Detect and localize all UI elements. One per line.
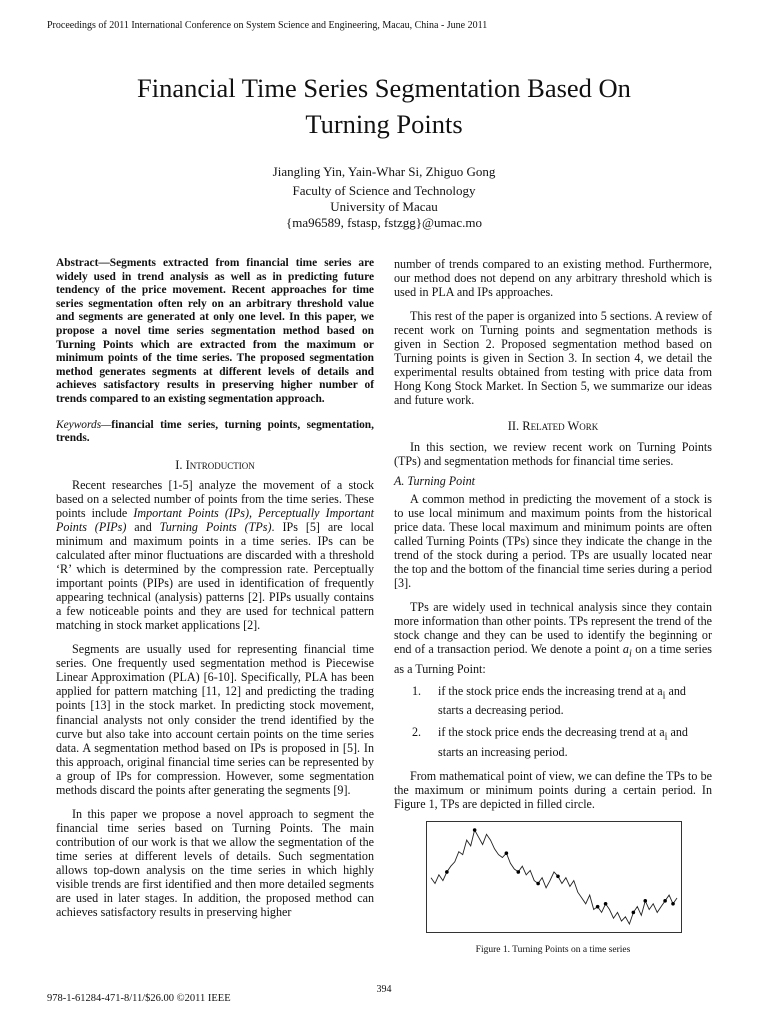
tp-p2-text-b: on a time series as a Turning Point: (394, 642, 712, 676)
intro-paragraph-1 (56, 478, 374, 633)
list1-text-b: and starts a decreasing period. (438, 683, 686, 718)
list-item-1-number: 1. (412, 683, 422, 698)
list2-subscript: i (664, 731, 668, 743)
right-column (394, 257, 712, 957)
author-block (0, 164, 768, 231)
title-line-2: Turning Points (305, 109, 463, 139)
list-item-1 (394, 684, 712, 718)
turning-point-paragraph-1: A common method in predicting the movement of a stock is to use local minimum and maximum points from the historical price data. These local maximum and minimum points are often called Turning Points (TPs) since they indicate the change in the trend of the stock during a period. TPs are usually located near the top and the bottom of the financial time series during a period [3]. (394, 491, 712, 590)
turning-point-marker (604, 902, 608, 906)
right-paragraph-2: This rest of the paper is organized into 5 sections. A review of recent work on Turning points and segmentation methods is given in Section 2. Proposed segmentation method based on Turning points is given in Section 3. In section 4, we detail the experimental results obtained from testing with price data from Hong Kong Stock Market. In Section 5, we summarize our ideas and future work. (394, 309, 712, 408)
tp-p2-subscript: i (628, 648, 632, 660)
list-item-2-text (438, 725, 712, 759)
keywords (56, 419, 374, 446)
figure-1-chart (426, 821, 682, 933)
tp-p2-text-a: TPs are widely used in technical analysis since they contain more information than other points. TPs represent the trend of the stock change and they can be used to identify the beginning or end of a transaction period. We denote a point (394, 599, 712, 657)
turning-point-marker (596, 905, 600, 909)
section-introduction-heading: I. Introduction (175, 457, 255, 472)
author-names: Jiangling Yin, Yain-Whar Si, Zhiguo Gong (272, 164, 496, 179)
left-column (56, 257, 374, 919)
turning-point-marker (473, 828, 477, 832)
list-item-2 (394, 725, 712, 759)
section-related-work-heading: II. Related Work (507, 419, 599, 434)
page-number: 394 (376, 984, 392, 995)
paper-title (60, 70, 708, 142)
proceedings-header: Proceedings of 2011 International Conference on System Science and Engineering, Macau, China - June 2011 (47, 20, 488, 31)
keywords-text: financial time series, turning points, segmentation, trends. (56, 418, 374, 445)
intro-p1-text-b: and (126, 519, 160, 534)
intro-p1-text-c: . IPs [5] are local minimum and maximum points in a time series. IPs can be calculated after minor fluctuations are discarded with a threshold ‘R’ which is determined by the compression rate. Perceptually important points (PIPs) are used in identification of frequently appearing technical (analysis) patterns [2]. PIPs usually contains a few noticeable points and they are used for technical pattern matching in stock market applications [2]. (56, 519, 374, 633)
list1-subscript: i (662, 690, 666, 702)
intro-paragraph-2: Segments are usually used for representing financial time series. One frequently used segmentation method is Piecewise Linear Approximation (PLA) [6-10]. Specifically, PLA has been applied for pattern matching [11, 12] and predicting the trading points [13] in the stock market. In predicting stock movement, financial analysts not only consider the trend identified by the curve but also take into account certain points on the time series data. A segmentation method based on IPs is proposed in [5]. In this approach, original financial time series can be represented by a group of IPs for compression. However, some segmentation methods discard the points after generating the segments [9]. (56, 642, 374, 797)
figure-1-caption: Figure 1. Turning Points on a time series (475, 944, 631, 955)
affiliation-university: University of Macau (330, 199, 438, 214)
list1-text-a: if the stock price ends the increasing trend at a (438, 683, 663, 698)
intro-p1-italic-1: Important Points (IPs), Perceptually Important Points (PIPs) (56, 505, 374, 534)
turning-point-marker (632, 910, 636, 914)
abstract: Abstract—Segments extracted from financial time series are widely used in trend analysis as well as in predicting future tendency of the price movement. Recent approaches for time series segmentation often rely on an arbitrary threshold value and segments are generated at only one level. In this paper, we propose a novel time series segmentation method based on Turning Points which are extracted from the maximum or minimum points of the time series. The proposed segmentation method generates segments at different levels of details and achieves satisfactory results in preserving higher number of trends compared to an existing segmentation approach. (56, 257, 374, 405)
intro-p1-text-a: Recent researches [1-5] analyze the movement of a stock based on a selected number of points from the time series. These points include (56, 477, 374, 520)
affiliation-faculty: Faculty of Science and Technology (292, 183, 476, 198)
right-paragraph-1: number of trends compared to an existing method. Furthermore, our method does not depend on any arbitrary threshold which is used in PLA and IPs approaches. (394, 257, 712, 300)
turning-point-marker (643, 899, 647, 903)
list2-text-a: if the stock price ends the decreasing trend at a (438, 725, 665, 740)
list2-text-b: and starts an increasing period. (438, 725, 688, 759)
turning-point-marker (445, 870, 449, 874)
turning-point-marker (505, 851, 509, 855)
turning-point-paragraph-2 (394, 600, 712, 676)
subsection-turning-point-heading: A. Turning Point (394, 473, 475, 488)
turning-point-marker (556, 874, 560, 878)
series-line (431, 830, 677, 924)
list-item-2-number: 2. (412, 725, 422, 740)
turning-point-marker (663, 899, 667, 903)
turning-point-marker (536, 881, 540, 885)
intro-p1-italic-2: Turning Points (TPs) (159, 519, 272, 534)
related-work-paragraph: In this section, we review recent work on Turning Points (TPs) and segmentation methods for financial time series. (394, 439, 712, 468)
turning-point-paragraph-3: From mathematical point of view, we can define the TPs to be the maximum or minimum points during a certain period. In Figure 1, TPs are depicted in filled circle. (394, 768, 712, 811)
author-emails: {ma96589, fstasp, fstzgg}@umac.mo (286, 215, 482, 230)
copyright-footer: 978-1-61284-471-8/11/$26.00 ©2011 IEEE (47, 993, 231, 1004)
turning-point-marker (671, 902, 675, 906)
keywords-label: Keywords— (56, 418, 112, 431)
intro-paragraph-3: In this paper we propose a novel approach to segment the financial time series based on Turning Points. The main contribution of our work is that we allow the segmentation of the time series at different levels of details. Such segmentation allows top-down analysis on the time series in which highly visible trends are first identified and then more detailed segments are used in later stages. In addition, the proposed method can achieves satisfactory results in preserving higher (56, 806, 374, 920)
time-series-svg (427, 822, 681, 932)
title-line-1: Financial Time Series Segmentation Based On (137, 73, 631, 103)
list-item-1-text (438, 684, 712, 718)
turning-point-marker (516, 870, 520, 874)
tp-p2-variable: a (622, 642, 629, 657)
